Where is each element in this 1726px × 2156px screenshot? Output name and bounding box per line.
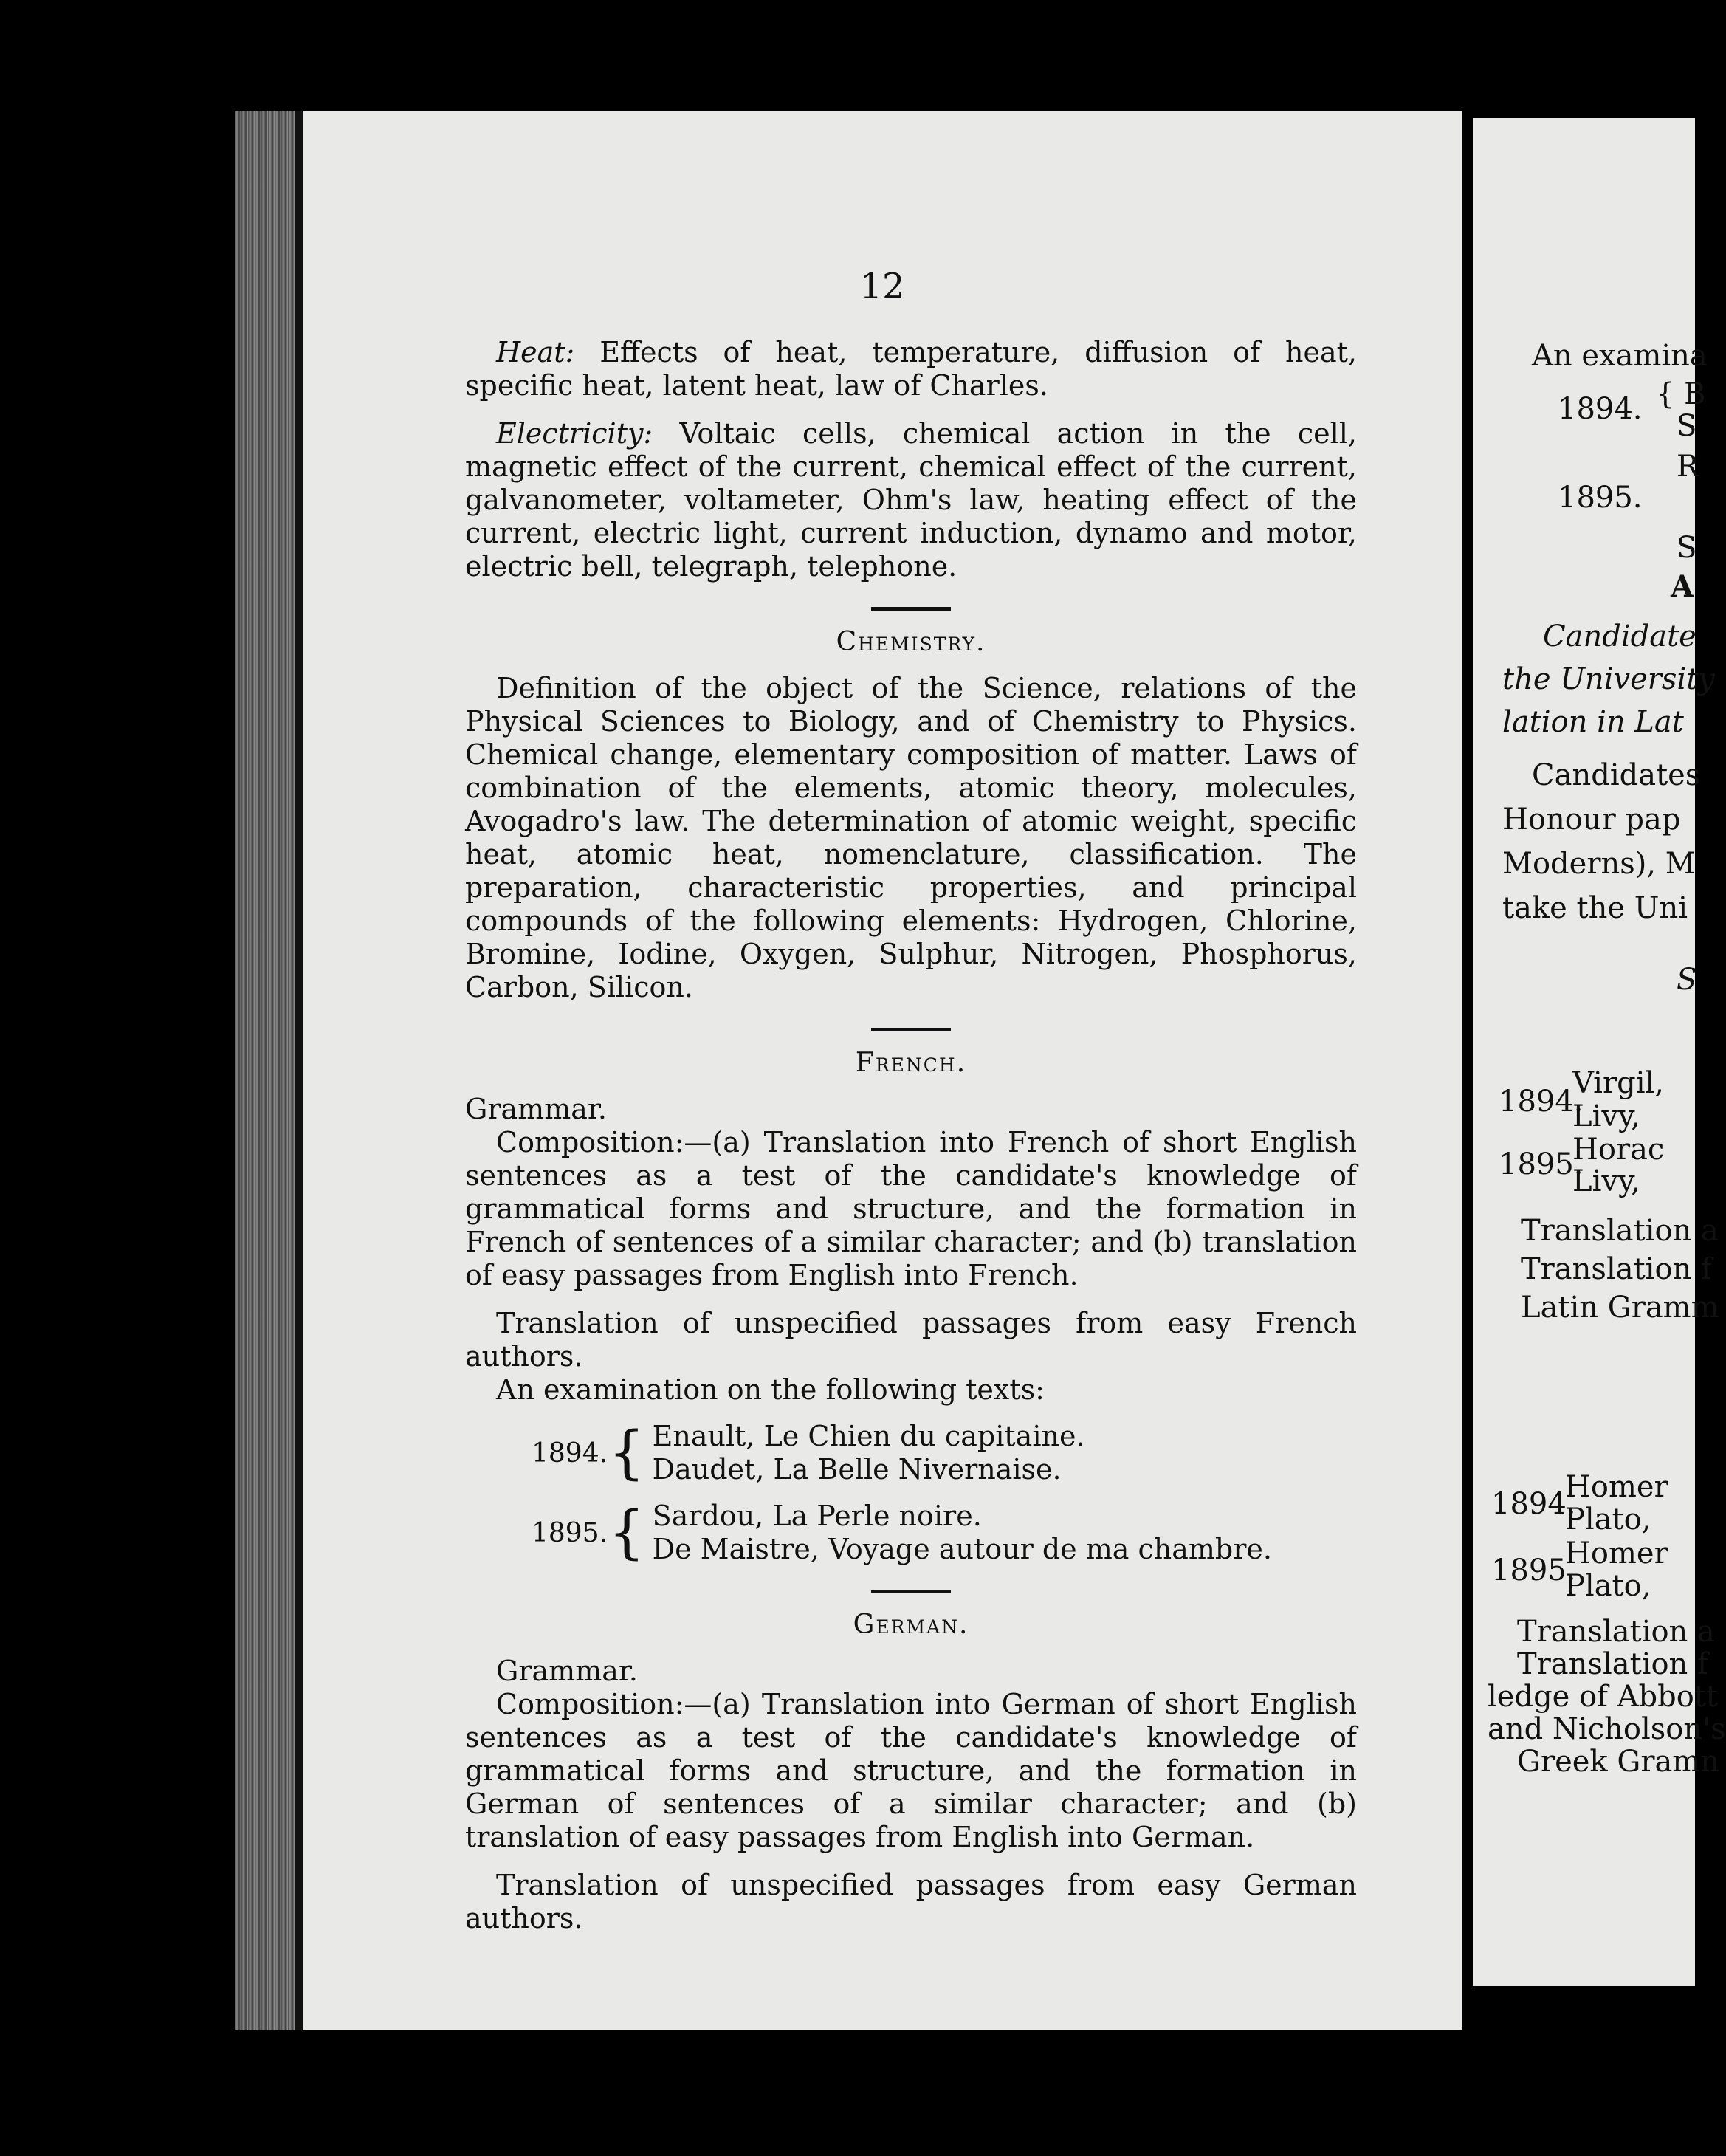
section-divider (871, 1028, 951, 1031)
rp-line: lation in Lat (1502, 705, 1684, 739)
brace-icon: { (608, 1420, 645, 1486)
french-texts-1895 (532, 1500, 1357, 1566)
german-heading: German. (853, 1610, 969, 1640)
rp-year: 1895. (1491, 1554, 1576, 1587)
main-text (465, 336, 1357, 1935)
rp-line: Candidate (1543, 619, 1696, 653)
french-grammar: Grammar. (465, 1093, 607, 1125)
rp-line: S (1677, 531, 1697, 565)
year-label: 1894. (532, 1438, 608, 1469)
text-item: De Maistre, Voyage autour de ma chambre. (652, 1533, 1272, 1565)
german-grammar: Grammar. (496, 1655, 638, 1687)
text-item: Enault, Le Chien du capitaine. (652, 1420, 1085, 1452)
rp-line: Greek Gramn (1517, 1745, 1719, 1779)
book-page-edges (235, 111, 306, 2030)
rp-line: Plato, (1565, 1569, 1651, 1603)
year-label: 1895. (532, 1517, 608, 1548)
rp-line: A (1671, 569, 1694, 604)
rp-line: Homer (1565, 1537, 1668, 1570)
rp-line: Translation a (1517, 1615, 1715, 1649)
electricity-paragraph (465, 417, 1357, 583)
rp-line: { B (1656, 377, 1706, 411)
section-divider (871, 1590, 951, 1593)
rp-line: Virgil, (1572, 1066, 1665, 1100)
rp-line: Translation f (1517, 1647, 1708, 1681)
left-page (303, 111, 1462, 2030)
rp-line: Livy, (1572, 1164, 1640, 1198)
rp-line: Translation a (1521, 1214, 1719, 1248)
heat-paragraph (465, 336, 1357, 402)
rp-year: 1894. (1558, 392, 1643, 426)
rp-year: 1894. (1491, 1487, 1576, 1521)
chemistry-text: Definition of the object of the Science, relations of the Physical Sciences to Biology, and of Chemistry to Physics. Chemical change, elementary composition of matter. Laws of combination of the elements, atomic theory, molecules, Avogadro's law. The determination of atomic weight, specific heat, atomic heat, nomenclature, classification. The preparation, characteristic properties, and principal compounds of the following elements: Hydrogen, Chlorine, Bromine, Iodine, Oxygen, Sulphur, Nitrogen, Phosphorus, Carbon, Silicon. (465, 672, 1357, 1003)
rp-year: 1894. (1499, 1085, 1584, 1119)
rp-line: the University (1502, 662, 1715, 696)
text-item: Sardou, La Perle noire. (652, 1500, 982, 1532)
rp-line: take the Uni (1502, 891, 1688, 925)
heat-text: Effects of heat, temperature, diffusion of heat, specific heat, latent heat, law of Charles. (465, 336, 1357, 402)
french-heading: French. (855, 1048, 967, 1078)
section-divider (871, 607, 951, 611)
rp-line: Translation f (1521, 1252, 1712, 1286)
rp-line: ledge of Abbott (1488, 1680, 1718, 1714)
rp-line: Livy, (1572, 1099, 1640, 1133)
french-exam-intro: An examination on the following texts: (496, 1373, 1045, 1406)
page-number: 12 (859, 266, 905, 307)
german-translation: Translation of unspecified passages from easy German authors. (465, 1869, 1357, 1934)
text-item: Daudet, La Belle Nivernaise. (652, 1453, 1062, 1486)
french-composition: Composition:—(a) Translation into French of short English sentences as a test of the candidate's knowledge of grammatical forms and structure, and the formation in French of sentences of a similar character; and (b) translation of easy passages from English into French. (465, 1126, 1357, 1291)
electricity-label: Electricity: (496, 417, 653, 450)
electricity-text: Voltaic cells, chemical action in the cell, magnetic effect of the current, chemical effect of the current, galvanometer, voltameter, Ohm's law, heating effect of the current, electric light, current induction, dynamo and motor, electric bell, telegraph, telephone. (465, 417, 1357, 583)
french-translation: Translation of unspecified passages from easy French authors. (465, 1307, 1357, 1373)
chemistry-heading: Chemistry. (836, 627, 986, 657)
rp-line: Horac (1572, 1133, 1665, 1167)
french-texts-1894 (532, 1420, 1357, 1486)
rp-line: Moderns), M (1502, 847, 1696, 881)
rp-line: S (1677, 963, 1697, 997)
german-composition: Composition:—(a) Translation into German of short English sentences as a test of the candidate's knowledge of grammatical forms and structure, and the formation in German of sentences of a similar character; and (b) translation of easy passages from English into German. (465, 1688, 1357, 1853)
rp-line: Homer (1565, 1470, 1668, 1504)
rp-year: 1895. (1499, 1147, 1584, 1181)
heat-label: Heat: (496, 336, 575, 368)
brace-icon: { (608, 1500, 645, 1566)
rp-line: Honour pap (1502, 803, 1681, 837)
rp-line: An examina (1532, 339, 1708, 373)
rp-line: and Nicholson's (1488, 1712, 1726, 1746)
rp-line: Plato, (1565, 1503, 1651, 1537)
rp-year: 1895. (1558, 481, 1643, 515)
rp-line: S (1677, 409, 1697, 443)
rp-line: Candidates (1532, 758, 1701, 792)
right-page (1473, 118, 1726, 1986)
rp-line: Latin Gramm (1521, 1291, 1719, 1325)
rp-line: R (1677, 450, 1699, 484)
